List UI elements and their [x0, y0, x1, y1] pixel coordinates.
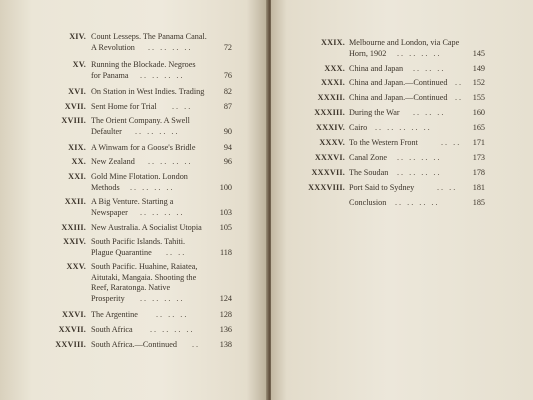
chapter-title: China and Japan.—Continued	[349, 78, 448, 87]
leader-dots: .. .. .. ..	[397, 168, 442, 177]
chapter-title: Conclusion	[349, 198, 387, 207]
page-number: 145	[472, 48, 485, 58]
page-number: 138	[219, 340, 232, 349]
chapter-title: South Africa.—Continued	[91, 340, 177, 349]
chapter-title: South Africa	[91, 325, 133, 334]
chapter-number: XXXVII.	[311, 168, 345, 177]
chapter-title: Count Lesseps. The Panama Canal. A Revolution	[91, 32, 207, 52]
toc-entry	[0, 340, 268, 351]
chapter-title: New Australia. A Socialist Utopia	[91, 223, 202, 232]
chapter-number: XXXIII.	[314, 108, 345, 117]
leader-dots: .. .. .. ..	[140, 293, 185, 303]
toc-entry	[0, 157, 268, 168]
page-number: 72	[223, 42, 232, 52]
toc-entry	[271, 64, 533, 75]
chapter-number: XVI.	[68, 87, 86, 96]
chapter-title: The Argentine	[91, 310, 138, 319]
leader-dots: .. .. .. ..	[397, 153, 442, 162]
chapter-title: China and Japan.—Continued	[349, 93, 448, 102]
leader-dots: .. .. .. ..	[135, 126, 180, 136]
chapter-title: The Soudan	[349, 168, 389, 177]
toc-entry	[0, 32, 268, 54]
chapter-title: China and Japan	[349, 64, 404, 73]
leader-dots: .. ..	[441, 138, 462, 147]
toc-entry	[271, 153, 533, 164]
chapter-number: XXXVIII.	[308, 183, 345, 192]
chapter-title: South Pacific. Huahine, Raiatea, Aitutaki, Mangaia. Shooting the Reef, Raratonga. Native Prosperity	[91, 262, 198, 303]
toc-entry	[0, 325, 268, 336]
page-number: 155	[472, 93, 485, 102]
page-number: 87	[223, 102, 232, 111]
page-number: 82	[223, 87, 232, 96]
page-number: 136	[219, 325, 232, 334]
chapter-number: XXXVI.	[314, 153, 345, 162]
leader-dots: .. .. .. ..	[140, 207, 185, 217]
page-number: 149	[472, 64, 485, 73]
toc-entry	[271, 123, 533, 134]
page-number: 118	[220, 247, 232, 257]
chapter-title: Sent Home for Trial	[91, 102, 157, 111]
chapter-title: Port Said to Sydney	[349, 183, 415, 192]
leader-dots: .. .. .. ..	[148, 157, 193, 166]
chapter-number: XVIII.	[61, 116, 86, 125]
toc-entry	[271, 78, 533, 89]
leader-dots: .. ..	[172, 102, 193, 111]
leader-dots: ..	[192, 340, 201, 349]
chapter-title: Gold Mine Flotation. London Methods	[91, 172, 188, 192]
page-number: 105	[219, 223, 232, 232]
chapter-title: A Big Venture. Starting a Newspaper	[91, 197, 174, 217]
leader-dots: ..	[455, 93, 464, 102]
leader-dots: ..	[455, 78, 464, 87]
toc-entry	[271, 108, 533, 119]
chapter-title: During the War	[349, 108, 400, 117]
chapter-number: XXXIV.	[315, 123, 345, 132]
chapter-title: Cairo	[349, 123, 368, 132]
page-number: 96	[223, 157, 232, 166]
leader-dots: .. .. .. .. ..	[375, 123, 432, 132]
page-number: 128	[219, 310, 232, 319]
chapter-number: XXXI.	[321, 78, 345, 87]
chapter-title: On Station in West Indies. Trading	[91, 87, 205, 96]
toc-entry	[271, 38, 533, 60]
leader-dots: .. .. .. ..	[150, 325, 195, 334]
toc-entry	[0, 197, 268, 219]
page-number: 165	[472, 123, 485, 132]
toc-entry	[0, 87, 268, 98]
chapter-number: XXII.	[64, 197, 86, 206]
page-number: 100	[219, 182, 232, 192]
chapter-title: Running the Blockade. Negroes for Panama	[91, 60, 196, 80]
toc-entry	[0, 172, 268, 194]
chapter-number: XV.	[72, 60, 86, 69]
page-number: 160	[472, 108, 485, 117]
page-number: 185	[472, 198, 485, 207]
toc-entry	[0, 102, 268, 113]
leader-dots: .. .. ..	[413, 108, 446, 117]
leader-dots: .. .. .. ..	[395, 198, 440, 207]
chapter-number: XIX.	[68, 143, 86, 152]
chapter-number: XXIX.	[321, 38, 345, 47]
page-number: 178	[472, 168, 485, 177]
toc-entry	[0, 143, 268, 154]
toc-entry	[271, 138, 533, 149]
chapter-number: XIV.	[69, 32, 86, 41]
chapter-number: XVII.	[64, 102, 86, 111]
toc-entry	[0, 310, 268, 321]
toc-entry	[0, 223, 268, 234]
toc-entry	[271, 183, 533, 194]
leader-dots: .. .. .. ..	[397, 48, 442, 58]
chapter-number: XXIV.	[63, 237, 86, 246]
toc-entry	[271, 93, 533, 104]
page-number: 181	[472, 183, 485, 192]
page-number: 171	[472, 138, 485, 147]
chapter-number: XXIII.	[61, 223, 86, 232]
page-number: 173	[472, 153, 485, 162]
chapter-number: XX.	[71, 157, 86, 166]
chapter-title: Canal Zone	[349, 153, 387, 162]
right-page	[271, 0, 533, 400]
toc-entry	[271, 168, 533, 179]
chapter-number: XXXII.	[317, 93, 345, 102]
leader-dots: .. .. .. ..	[148, 42, 193, 52]
chapter-title: A Winwam for a Goose's Bridle	[91, 143, 196, 152]
toc-entry	[0, 116, 268, 138]
leader-dots: .. .. .. ..	[140, 70, 185, 80]
chapter-number: XXVIII.	[55, 340, 86, 349]
chapter-number: XXV.	[66, 262, 86, 271]
page-number: 103	[219, 207, 232, 217]
chapter-title: South Pacific Islands. Tahiti. Plague Quarantine	[91, 237, 186, 257]
leader-dots: .. ..	[437, 183, 458, 192]
leader-dots: .. .. ..	[156, 310, 189, 319]
chapter-number: XXI.	[68, 172, 86, 181]
toc-entry	[0, 237, 268, 259]
chapter-title: Melbourne and London, via Cape Horn, 1902	[349, 38, 460, 58]
page-number: 152	[472, 78, 485, 87]
page-number: 124	[219, 293, 232, 303]
page-number: 90	[223, 126, 232, 136]
chapter-title: To the Western Front	[349, 138, 418, 147]
leader-dots: .. .. .. ..	[130, 182, 175, 192]
leader-dots: .. .. ..	[413, 64, 446, 73]
chapter-number: XXX.	[324, 64, 345, 73]
chapter-number: XXXV.	[319, 138, 345, 147]
chapter-title: New Zealand	[91, 157, 135, 166]
chapter-number: XXVII.	[58, 325, 86, 334]
toc-entry	[0, 60, 268, 82]
page-number: 94	[223, 143, 232, 152]
leader-dots: .. ..	[166, 247, 187, 257]
chapter-title: The Orient Company. A Swell Defaulter	[91, 116, 190, 136]
toc-entry	[271, 198, 533, 209]
page-number: 76	[223, 70, 232, 80]
chapter-number: XXVI.	[62, 310, 86, 319]
toc-entry	[0, 262, 268, 306]
